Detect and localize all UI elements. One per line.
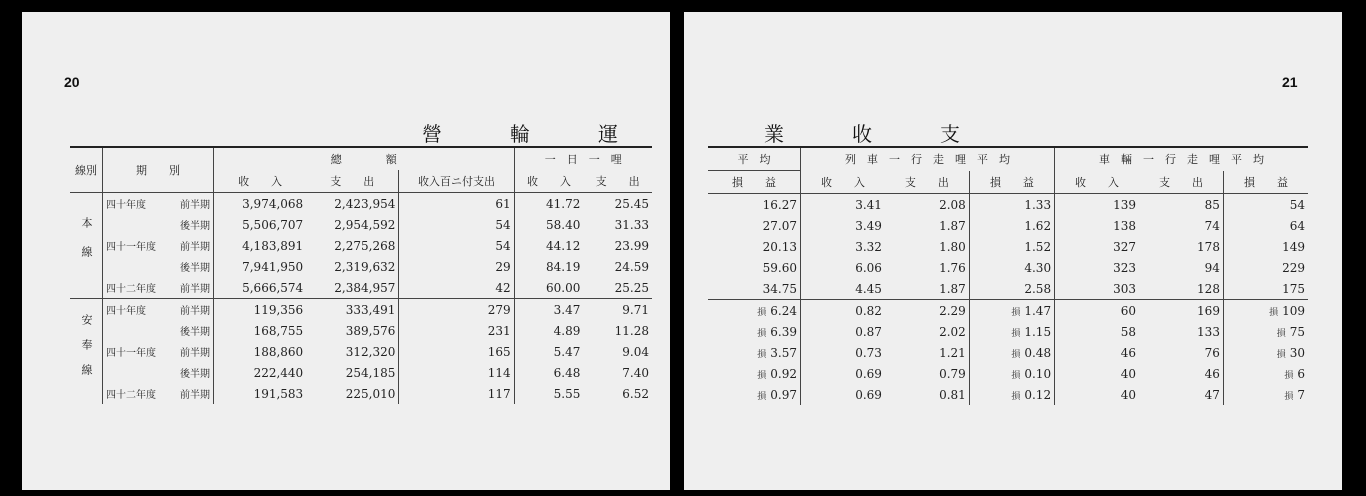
car-loss-gain: 229 — [1282, 260, 1305, 275]
loss-marker: 損 — [1284, 391, 1294, 402]
table-row — [708, 321, 1308, 342]
total-income: 119,356 — [214, 299, 307, 321]
expense-ratio: 165 — [399, 341, 514, 362]
total-income: 191,583 — [214, 383, 307, 404]
line-label: 安奉線 — [70, 299, 103, 405]
loss-marker: 損 — [1011, 328, 1021, 339]
half-period: 前半期 — [180, 200, 210, 211]
car-income-header: 收 入 — [1055, 171, 1139, 194]
daily-income: 5.47 — [514, 341, 583, 362]
half-period: 前半期 — [180, 348, 210, 359]
loss-marker: 損 — [1011, 349, 1021, 360]
train-loss-gain: 2.58 — [1024, 281, 1052, 296]
daily-expense-header: 支 出 — [583, 170, 652, 193]
car-group-header: 車 輛 一 行 走 哩 平 均 — [1055, 147, 1308, 171]
daily-expense: 25.25 — [614, 280, 649, 295]
car-income: 58 — [1055, 321, 1139, 342]
car-expense: 76 — [1204, 345, 1220, 360]
expense-ratio: 231 — [399, 320, 514, 341]
line-label: 本線 — [80, 216, 93, 275]
expense-ratio: 54 — [399, 235, 514, 256]
ratio-header: 收入百ニ付支出 — [399, 170, 514, 193]
total-income: 5,506,707 — [214, 214, 307, 235]
car-loss-gain: 175 — [1282, 281, 1305, 296]
car-expense-header: 支 出 — [1139, 171, 1223, 194]
left-title: 營 輪 運 — [422, 122, 620, 146]
total-expense: 2,954,592 — [334, 217, 396, 232]
loss-marker: 損 — [757, 307, 767, 318]
loss-marker: 損 — [1011, 370, 1021, 381]
car-loss-gain: 64 — [1289, 218, 1305, 233]
table-row — [70, 341, 652, 362]
daily-income-header: 收 入 — [514, 170, 583, 193]
total-expense: 2,319,632 — [334, 259, 396, 274]
table-row — [70, 299, 652, 321]
loss-marker: 損 — [1276, 349, 1286, 360]
avg-loss-gain: 3.57 — [770, 345, 797, 360]
daily-expense: 31.33 — [614, 217, 649, 232]
car-income: 303 — [1055, 278, 1139, 300]
loss-marker: 損 — [1011, 307, 1021, 318]
avg-loss-gain: 27.07 — [762, 218, 797, 233]
train-loss-gain: 4.30 — [1024, 260, 1052, 275]
train-income: 0.82 — [801, 300, 885, 322]
total-income: 222,440 — [214, 362, 307, 383]
train-expense: 0.81 — [939, 387, 966, 402]
car-expense: 169 — [1139, 300, 1223, 322]
car-expense: 128 — [1197, 281, 1220, 296]
daily-income: 44.12 — [514, 235, 583, 256]
daily-income: 3.47 — [514, 299, 583, 321]
train-expense: 1.87 — [939, 218, 966, 233]
car-loss-gain: 6 — [1297, 366, 1305, 381]
train-income: 6.06 — [801, 257, 885, 278]
daily-expense: 23.99 — [614, 238, 649, 253]
car-income: 327 — [1055, 236, 1139, 257]
half-period: 後半期 — [180, 327, 210, 338]
train-income: 0.69 — [801, 363, 885, 384]
daily-income: 60.00 — [514, 277, 583, 299]
total-expense: 2,275,268 — [334, 238, 396, 253]
total-income: 7,941,950 — [214, 256, 307, 277]
train-income: 0.87 — [801, 321, 885, 342]
fiscal-year: 四十年度 — [106, 306, 146, 317]
total-income: 188,860 — [214, 341, 307, 362]
daily-expense: 9.04 — [622, 344, 649, 359]
avg-loss-gain: 6.24 — [770, 303, 797, 318]
daily-expense: 11.28 — [614, 323, 649, 338]
expense-ratio: 61 — [399, 193, 514, 215]
table-row — [708, 384, 1308, 405]
train-income: 0.73 — [801, 342, 885, 363]
table-row — [708, 278, 1308, 300]
train-expense: 2.29 — [885, 300, 969, 322]
daily-income: 58.40 — [514, 214, 583, 235]
total-income-header: 收 入 — [214, 170, 307, 193]
train-loss-gain: 1.33 — [1024, 197, 1052, 212]
table-row — [70, 235, 652, 256]
total-expense: 254,185 — [345, 365, 396, 380]
total-income: 4,183,891 — [214, 235, 307, 256]
train-expense: 1.87 — [939, 281, 966, 296]
half-period: 後半期 — [180, 263, 210, 274]
table-row — [70, 277, 652, 299]
right-page — [684, 12, 1342, 490]
total-expense: 312,320 — [345, 344, 396, 359]
table-row — [708, 257, 1308, 278]
half-period: 前半期 — [180, 306, 210, 317]
train-loss-gain: 1.15 — [1024, 324, 1052, 339]
total-income: 5,666,574 — [214, 277, 307, 299]
total-income: 168,755 — [214, 320, 307, 341]
expense-ratio: 54 — [399, 214, 514, 235]
train-income: 3.41 — [801, 194, 885, 216]
fiscal-year: 四十年度 — [106, 200, 146, 211]
expense-ratio: 42 — [399, 277, 514, 299]
table-row — [70, 362, 652, 383]
avg-loss-gain: 6.39 — [770, 324, 797, 339]
total-expense-header: 支 出 — [306, 170, 399, 193]
loss-marker: 損 — [757, 370, 767, 381]
col-line-header: 線別 — [70, 147, 103, 193]
table-row — [708, 300, 1308, 322]
car-expense: 94 — [1204, 260, 1220, 275]
train-loss-gain: 0.10 — [1024, 366, 1052, 381]
daily-expense: 7.40 — [622, 365, 649, 380]
table-row — [708, 194, 1308, 216]
table-row — [70, 320, 652, 341]
train-income-header: 收 入 — [801, 171, 885, 194]
train-loss-gain: 1.47 — [1024, 303, 1052, 318]
table-row — [70, 256, 652, 277]
train-expense: 0.79 — [939, 366, 966, 381]
daily-income: 4.89 — [514, 320, 583, 341]
car-loss-gain: 30 — [1289, 345, 1305, 360]
total-group-header: 總 額 — [214, 147, 515, 170]
loss-marker: 損 — [1269, 307, 1279, 318]
fiscal-year: 四十一年度 — [106, 348, 156, 359]
train-expense: 2.08 — [939, 197, 966, 212]
expense-ratio: 279 — [399, 299, 514, 321]
table-row — [708, 363, 1308, 384]
train-group-header: 列 車 一 行 走 哩 平 均 — [801, 147, 1055, 171]
car-expense: 46 — [1204, 366, 1220, 381]
table-row — [70, 383, 652, 404]
loss-marker: 損 — [1011, 391, 1021, 402]
avg-loss-gain: 59.60 — [762, 260, 797, 275]
loss-marker: 損 — [757, 391, 767, 402]
loss-marker: 損 — [757, 349, 767, 360]
half-period: 後半期 — [180, 221, 210, 232]
loss-marker: 損 — [757, 328, 767, 339]
per-mile-group-header: 一 日 一 哩 — [514, 147, 652, 170]
train-expense: 1.21 — [939, 345, 966, 360]
train-loss-gain: 1.62 — [1024, 218, 1052, 233]
total-expense: 333,491 — [306, 299, 399, 321]
table-row — [708, 342, 1308, 363]
car-loss-gain: 109 — [1282, 303, 1305, 318]
car-income: 46 — [1055, 342, 1139, 363]
expense-ratio: 29 — [399, 256, 514, 277]
fiscal-year: 四十二年度 — [106, 284, 156, 295]
fiscal-year: 四十一年度 — [106, 242, 156, 253]
train-expense-header: 支 出 — [885, 171, 969, 194]
loss-marker: 損 — [1284, 370, 1294, 381]
train-income: 3.32 — [801, 236, 885, 257]
page-number-right: 21 — [1282, 74, 1298, 90]
total-expense: 225,010 — [345, 386, 396, 401]
half-period: 前半期 — [180, 242, 210, 253]
table-row — [70, 193, 652, 215]
avg-loss-gain: 34.75 — [762, 281, 797, 296]
expense-ratio: 114 — [399, 362, 514, 383]
daily-income: 41.72 — [514, 193, 583, 215]
daily-expense: 6.52 — [622, 386, 649, 401]
avg-loss-gain: 20.13 — [762, 239, 797, 254]
car-income: 40 — [1055, 363, 1139, 384]
train-expense: 2.02 — [939, 324, 966, 339]
car-loss-gain: 75 — [1289, 324, 1305, 339]
train-loss-gain: 1.52 — [1024, 239, 1052, 254]
total-expense: 2,384,957 — [334, 280, 396, 295]
daily-expense: 9.71 — [583, 299, 652, 321]
car-expense: 47 — [1204, 387, 1220, 402]
half-period: 前半期 — [180, 390, 210, 401]
total-expense: 2,423,954 — [334, 196, 396, 211]
car-loss-gain: 7 — [1297, 387, 1305, 402]
fiscal-year: 四十二年度 — [106, 390, 156, 401]
half-period: 前半期 — [180, 284, 210, 295]
car-expense: 133 — [1197, 324, 1220, 339]
train-loss-gain: 0.12 — [1024, 387, 1052, 402]
car-loss-gain-header: 損 益 — [1223, 171, 1308, 194]
avg-loss-gain: 0.92 — [770, 366, 797, 381]
train-expense: 1.76 — [939, 260, 966, 275]
car-expense: 74 — [1204, 218, 1220, 233]
avg-group-header: 平 均 — [708, 147, 801, 171]
table-row — [708, 215, 1308, 236]
expense-ratio: 117 — [399, 383, 514, 404]
train-income: 0.69 — [801, 384, 885, 405]
train-loss-gain: 0.48 — [1024, 345, 1052, 360]
car-income: 139 — [1055, 194, 1139, 216]
car-income: 40 — [1055, 384, 1139, 405]
avg-loss-gain: 16.27 — [762, 197, 797, 212]
left-table — [70, 146, 652, 404]
daily-income: 84.19 — [514, 256, 583, 277]
avg-loss-gain: 0.97 — [770, 387, 797, 402]
right-table-body — [708, 194, 1308, 406]
train-income: 4.45 — [801, 278, 885, 300]
left-table-body — [70, 193, 652, 405]
car-expense: 178 — [1197, 239, 1220, 254]
daily-expense: 24.59 — [614, 259, 649, 274]
col-period-header: 期 別 — [103, 147, 214, 193]
car-loss-gain: 54 — [1289, 197, 1305, 212]
right-table — [708, 146, 1308, 405]
table-row — [708, 236, 1308, 257]
avg-loss-gain-header: 損 益 — [708, 171, 801, 194]
total-expense: 389,576 — [345, 323, 396, 338]
car-expense: 85 — [1204, 197, 1220, 212]
car-income: 138 — [1055, 215, 1139, 236]
train-income: 3.49 — [801, 215, 885, 236]
half-period: 後半期 — [180, 369, 210, 380]
train-loss-gain-header: 損 益 — [969, 171, 1054, 194]
right-title: 業 收 支 — [764, 122, 962, 146]
train-expense: 1.80 — [939, 239, 966, 254]
left-page — [22, 12, 670, 490]
car-income: 60 — [1055, 300, 1139, 322]
page-number-left: 20 — [64, 74, 80, 90]
loss-marker: 損 — [1276, 328, 1286, 339]
daily-income: 6.48 — [514, 362, 583, 383]
table-row — [70, 214, 652, 235]
daily-income: 5.55 — [514, 383, 583, 404]
car-loss-gain: 149 — [1282, 239, 1305, 254]
total-income: 3,974,068 — [214, 193, 307, 215]
car-income: 323 — [1055, 257, 1139, 278]
daily-expense: 25.45 — [614, 196, 649, 211]
